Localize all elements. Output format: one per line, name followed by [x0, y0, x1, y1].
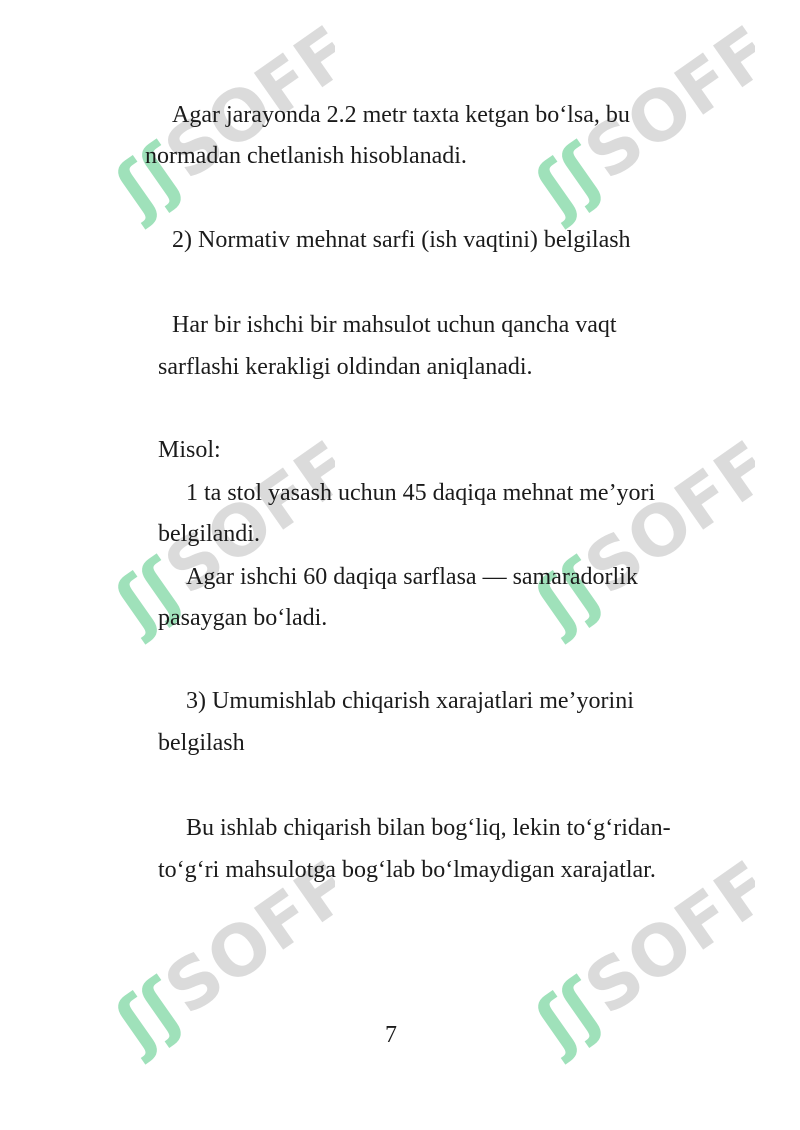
example-line-4: pasaygan bo‘ladi.	[158, 605, 328, 631]
paragraph-1-line-2: normadan chetlanish hisoblanadi.	[145, 143, 467, 169]
page-number: 7	[385, 1022, 397, 1048]
paragraph-1-line-1: Agar jarayonda 2.2 metr taxta ketgan bo‘lsa, bu	[172, 102, 630, 128]
watermark-text: SOFF	[570, 850, 755, 1031]
watermark-soff-logo	[75, 850, 335, 1110]
example-label: Misol:	[158, 437, 221, 463]
watermark-text: SOFF	[570, 430, 755, 611]
section-heading-normative-labor: 2) Normativ mehnat sarfi (ish vaqtini) belgilash	[172, 227, 631, 253]
soff-logo-watermark-icon	[75, 430, 335, 690]
section-heading-overhead-costs: 3) Umumishlab chiqarish xarajatlari me’yorini	[186, 688, 634, 714]
watermark-text: SOFF	[570, 15, 755, 196]
svg-text:ʃʃ: ʃʃ	[101, 964, 197, 1065]
paragraph-3-line-2: sarflashi kerakligi oldindan aniqlanadi.	[158, 354, 533, 380]
watermark-text: SOFF	[150, 850, 335, 1031]
paragraph-6-line-1: Bu ishlab chiqarish bilan bog‘liq, lekin to‘g‘ridan-	[186, 815, 671, 841]
watermark-soff-logo	[75, 430, 335, 690]
soff-logo-watermark-icon	[495, 850, 755, 1110]
paragraph-3-line-1: Har bir ishchi bir mahsulot uchun qancha vaqt	[172, 312, 617, 338]
paragraph-6-line-2: to‘g‘ri mahsulotga bog‘lab bo‘lmaydigan xarajatlar.	[158, 857, 656, 883]
watermark-text: SOFF	[150, 15, 335, 196]
soff-logo-watermark-icon	[495, 430, 755, 690]
example-line-2: belgilandi.	[158, 521, 260, 547]
watermark-text: SOFF	[150, 430, 335, 611]
example-line-1: 1 ta stol yasash uchun 45 daqiqa mehnat me’yori	[186, 480, 656, 506]
example-line-3: Agar ishchi 60 daqiqa sarflasa — samaradorlik	[186, 564, 638, 590]
soff-logo-watermark-icon	[75, 850, 335, 1110]
section-heading-overhead-costs-line-2: belgilash	[158, 730, 245, 756]
svg-text:ʃʃ: ʃʃ	[521, 129, 617, 230]
watermark-soff-logo	[495, 430, 755, 690]
svg-text:ʃʃ: ʃʃ	[521, 964, 617, 1065]
svg-text:ʃʃ: ʃʃ	[101, 129, 197, 230]
watermark-soff-logo	[495, 850, 755, 1110]
svg-text:ʃʃ: ʃʃ	[101, 544, 197, 645]
svg-text:ʃʃ: ʃʃ	[521, 544, 617, 645]
